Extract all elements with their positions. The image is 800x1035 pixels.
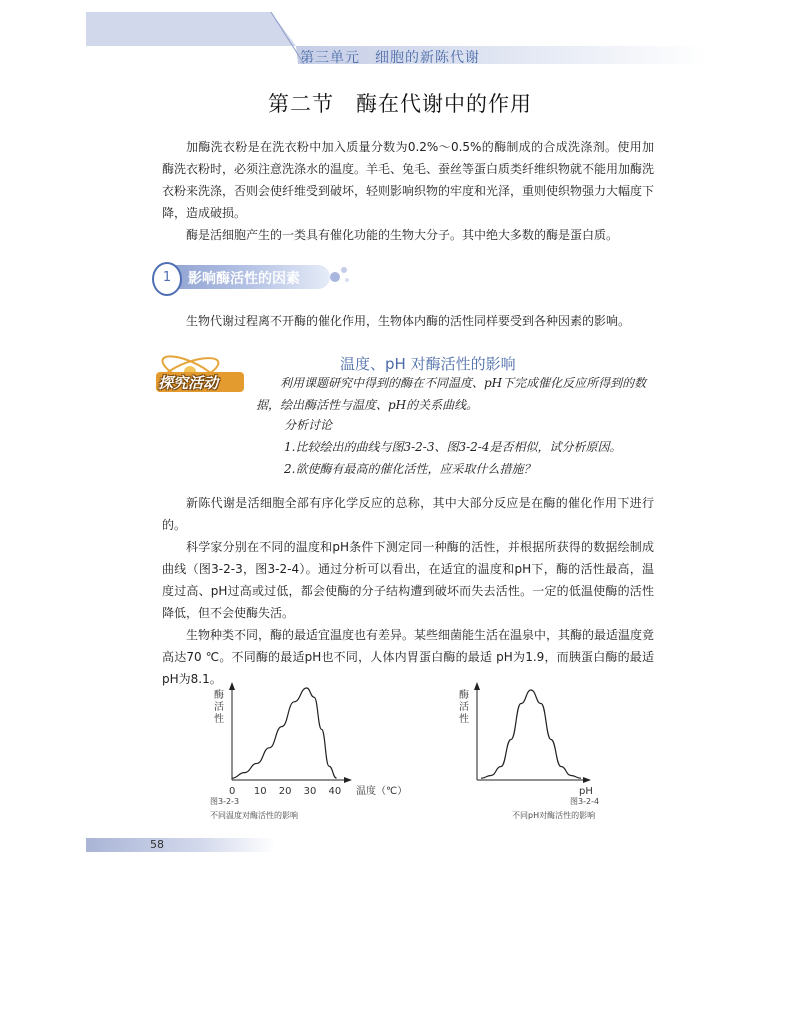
x-axis-arrow-icon (344, 777, 352, 783)
y-label-char-3: 性 (459, 714, 469, 725)
body-paragraph-2: 科学家分别在不同的温度和pH条件下测定同一种酶的活性，并根据所获得的数据绘制成曲线（图3-2-3，图3-2-4）。通过分析可以看出，在适宜的温度和pH下，酶的活性最高，温度过高、pH过高或过低，都会使酶的分子结构遭到破坏而失去活性。一定的低温使酶的活性降低，但不会使酶失活。 (162, 540, 654, 620)
banner-number: 1 (152, 262, 182, 296)
intro-paragraph-1: 加酶洗衣粉是在洗衣粉中加入质量分数为0.2%～0.5%的酶制成的合成洗涤剂。使用加酶洗衣粉时，必须注意洗涤水的温度。羊毛、兔毛、蚕丝等蛋白质类纤维织物就不能用加酶洗衣粉来洗涤，否则会使纤维受到破坏，轻则影响织物的牢度和光泽，重则使织物强力大幅度下降，造成破损。 (162, 140, 655, 220)
page-title: 第二节 酶在代谢中的作用 (268, 92, 532, 116)
x-axis-label: 温度（℃） (356, 786, 408, 797)
series-line (232, 688, 337, 778)
x-axis-arrow-icon (583, 777, 591, 783)
y-axis-arrow-icon (229, 682, 235, 690)
topic-banner (152, 262, 352, 290)
x-tick-label: 30 (303, 786, 317, 797)
figure-2-caption: 不同pH对酶活性的影响 (512, 811, 596, 820)
y-axis-arrow-icon (474, 682, 480, 690)
banner-label: 影响酶活性的因素 (188, 271, 300, 287)
footer-bar (86, 838, 276, 852)
series-line (481, 690, 581, 778)
ph-curve (481, 690, 581, 778)
figure-1-caption: 不同温度对酶活性的影响 (210, 811, 298, 820)
y-label-char-2: 活 (214, 702, 224, 713)
x-tick-label: 20 (278, 786, 292, 797)
discussion-heading: 分析讨论 (284, 418, 333, 432)
y-label-char-1: 酶 (459, 690, 469, 701)
bubble-dots-icon (327, 262, 353, 288)
figure-ph-chart (455, 680, 615, 800)
body-paragraph-3: 生物种类不同，酶的最适宜温度也有差异。某些细菌能生活在温泉中，其酶的最适温度竟高达70 ℃。不同酶的最适pH也不同，人体内胃蛋白酶的最适 pH为1.9，而胰蛋白酶的最适pH为8.1。 (162, 628, 655, 686)
activity-title: 温度、pH 对酶活性的影响 (340, 355, 516, 373)
y-label-char-2: 活 (459, 702, 469, 713)
x-tick-label: 10 (253, 786, 267, 797)
x-tick-label: 40 (328, 786, 342, 797)
body-paragraph-1: 新陈代谢是活细胞全部有序化学反应的总称，其中大部分反应是在酶的催化作用下进行的。 (162, 496, 654, 532)
x-axis-label: pH (579, 786, 593, 797)
unit-title: 第三单元 细胞的新陈代谢 (300, 50, 480, 66)
x-tick-label: 0 (229, 786, 236, 797)
intro-paragraph-2: 酶是活细胞产生的一类具有催化功能的生物大分子。其中绝大多数的酶是蛋白质。 (186, 228, 619, 242)
page-number: 58 (150, 838, 164, 851)
temperature-curve (232, 688, 337, 778)
y-label-char-1: 酶 (214, 690, 224, 701)
figure-1-number: 图3-2-3 (210, 797, 240, 806)
x-tick-labels (229, 786, 341, 797)
y-label-char-3: 性 (214, 714, 224, 725)
explore-activity-badge: 探究活动 (158, 374, 219, 392)
activity-body: 利用课题研究中得到的酶在不同温度、pH下完成催化反应所得到的数据，绘出酶活性与温度、pH的关系曲线。 (256, 376, 647, 412)
figure-temperature-chart (196, 680, 416, 810)
topic-intro: 生物代谢过程离不开酶的催化作用，生物体内酶的活性同样要受到各种因素的影响。 (186, 314, 631, 328)
discussion-question-1: 1.比较绘出的曲线与图3-2-3、图3-2-4是否相似，试分析原因。 (284, 440, 622, 454)
figure-2-number: 图3-2-4 (570, 797, 600, 806)
discussion-question-2: 2.欲使酶有最高的催化活性，应采取什么措施？ (284, 462, 536, 476)
